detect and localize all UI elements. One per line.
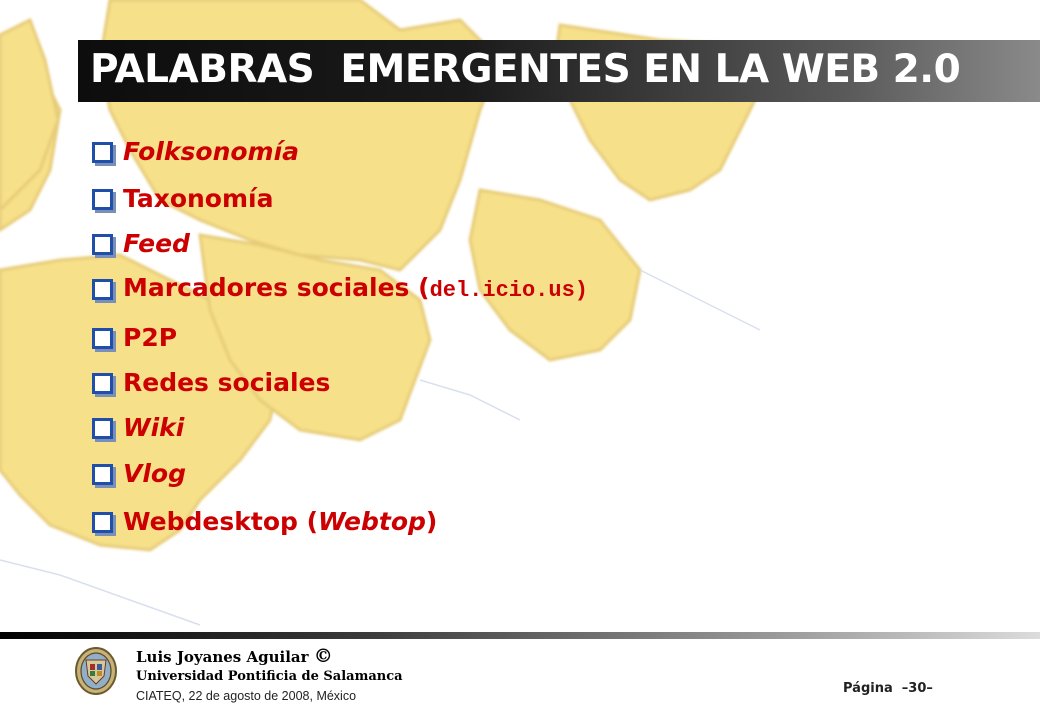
checkbox-bullet-icon: [92, 189, 113, 210]
bullet-text-close: ): [425, 507, 438, 536]
bullet-text: [123, 273, 588, 303]
footer-divider: [0, 632, 1040, 639]
map-outline-1: [0, 560, 200, 625]
map-shape-left-strip: [0, 20, 58, 210]
list-item: [92, 184, 273, 213]
bullet-text: Redes sociales: [123, 368, 331, 397]
page-title: PALABRAS EMERGENTES EN LA WEB 2.0: [90, 47, 961, 92]
bullet-text: P2P: [123, 323, 178, 352]
checkbox-bullet-icon: [92, 512, 113, 533]
bullet-text: Wiki: [123, 413, 185, 442]
university-crest-logo: [74, 646, 118, 696]
bullet-text-url: del.icio.us): [429, 278, 588, 303]
checkbox-bullet-icon: [92, 373, 113, 394]
copyright-icon: ©: [313, 645, 333, 667]
bullet-list: [92, 0, 992, 560]
footer-event: CIATEQ, 22 de agosto de 2008, México: [136, 689, 357, 703]
list-item: [92, 368, 330, 397]
list-item: [92, 273, 588, 303]
list-item: [92, 459, 186, 488]
footer-university: Universidad Pontificia de Salamanca: [136, 669, 403, 684]
list-item: [92, 323, 177, 352]
author-name: Luis Joyanes Aguilar: [136, 648, 309, 666]
checkbox-bullet-icon: [92, 464, 113, 485]
checkbox-bullet-icon: [92, 328, 113, 349]
checkbox-bullet-icon: [92, 234, 113, 255]
bullet-text: Feed: [123, 229, 190, 258]
bullet-text: [123, 507, 437, 536]
bullet-text: Vlog: [123, 459, 186, 488]
list-item: [92, 507, 437, 536]
checkbox-bullet-icon: [92, 279, 113, 300]
checkbox-bullet-icon: [92, 142, 113, 163]
bullet-text-main: Marcadores sociales (: [123, 273, 430, 302]
bullet-text: Folksonomía: [123, 137, 300, 166]
footer-author: [136, 645, 333, 667]
list-item: [92, 137, 299, 166]
checkbox-bullet-icon: [92, 418, 113, 439]
bullet-text-main: Webdesktop (: [123, 507, 319, 536]
list-item: [92, 229, 190, 258]
page-number: Página –30–: [843, 681, 933, 696]
list-item: [92, 413, 184, 442]
bullet-text-italic: Webtop: [318, 507, 426, 536]
bullet-text: Taxonomía: [123, 184, 274, 213]
